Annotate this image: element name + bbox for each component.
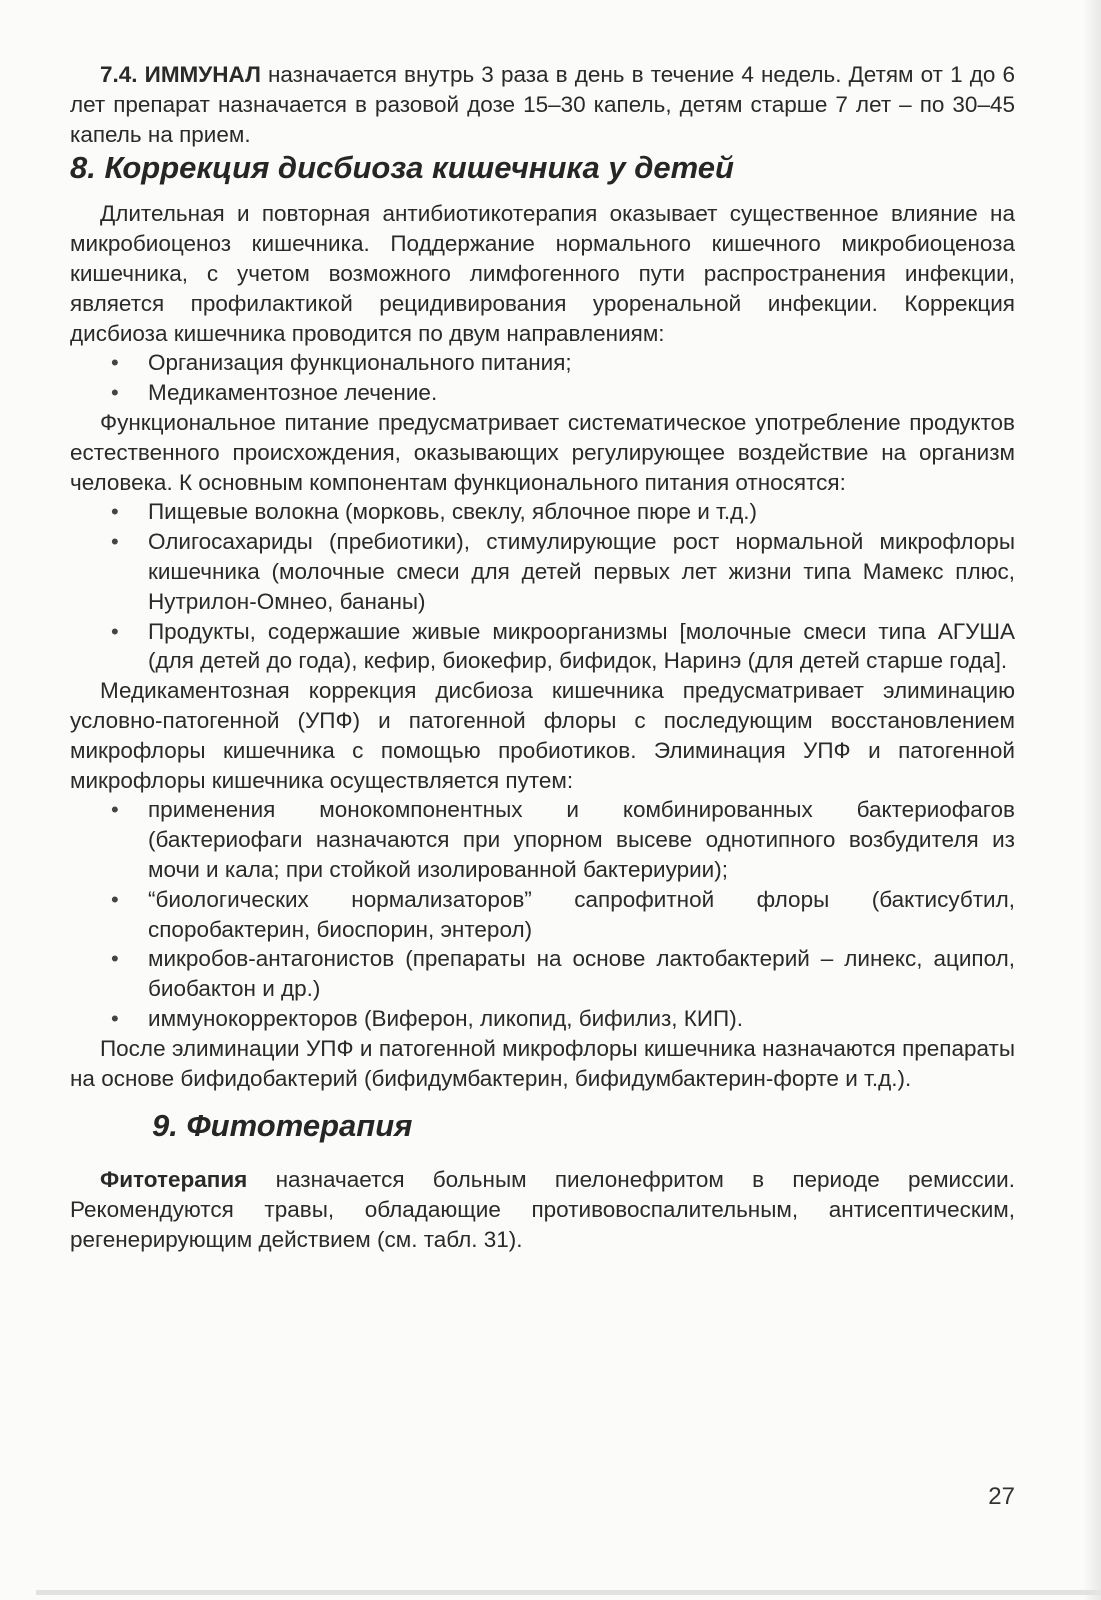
list-item: • применения монокомпонентных и комбинированных бактериофагов (бактериофаги назначаются при упорном высеве однотипного возбудителя из мочи и кала; при стойкой изолированной бактериурии); [148,795,1015,884]
list-item: • Медикаментозное лечение. [148,378,1015,408]
list-item: • “биологических нормализаторов” сапрофитной флоры (бактисубтил, споробактерин, биоспорин, энтерол) [148,885,1015,945]
functional-components-list [70,497,1015,676]
list-item: • микробов-антагонистов (препараты на основе лактобактерий – линекс, аципол, биобактон и др.) [148,944,1015,1004]
page-content [70,60,1015,1255]
section-8-intro: Длительная и повторная антибиотикотерапия оказывает существенное влияние на микробиоценоз кишечника. Поддержание нормального кишечного микробиоценоза кишечника, с учетом возможного лимфогенного пути распространения инфекции, является профилактикой рецидивирования уроренальной инфекции. Коррекция дисбиоза кишечника проводится по двум направлениям: [70,201,1015,346]
phytotherapy-text: назначается больным пиелонефритом в периоде ремиссии. Рекомендуются травы, обладающие противовоспалительным, антисептическим, регенерирующим действием (см. табл. 31). [70,1167,1015,1252]
paragraph-immunal [70,60,1015,149]
page-number: 27 [988,1483,1015,1510]
functional-nutrition-intro: Функциональное питание предусматривает систематическое употребление продуктов естественного происхождения, оказывающих регулирующее воздействие на организм человека. К основным компонентам функционального питания относятся: [70,409,1015,495]
section-9-heading: 9. Фитотерапия [152,1108,413,1144]
scan-right-edge [1083,0,1101,1600]
list-item: • Продукты, содержашие живые микроорганизмы [молочные смеси типа АГУША (для детей до года), кефир, биокефир, бифидок, Наринэ (для детей старше года]. [148,617,1015,677]
medical-correction-intro: Медикаментозная коррекция дисбиоза кишечника предусматривает элиминацию условно-патогенной (УПФ) и патогенной флоры с последующим восстановлением микрофлоры кишечника с помощью пробиотиков. Элиминация УПФ и патогенной микрофлоры кишечника осуществляется путем: [70,678,1015,793]
scan-bottom-edge [36,1590,1101,1595]
list-item: • Организация функционального питания; [148,348,1015,378]
immunal-text: назначается внутрь 3 раза в день в течение 4 недель. Детям от 1 до 6 лет препарат назначается в разовой дозе 15–30 капель, детям старше 7 лет – по 30–45 капель на прием. [70,62,1015,147]
elimination-methods-list [70,795,1015,1033]
list-item: • иммунокорректоров (Виферон, ликопид, бифилиз, КИП). [148,1004,1015,1034]
section-8-heading: 8. Коррекция дисбиоза кишечника у детей [70,150,734,186]
after-elimination-paragraph: После элиминации УПФ и патогенной микрофлоры кишечника назначаются препараты на основе бифидобактерий (бифидумбактерин, бифидумбактерин-форте и т.д.). [70,1035,1015,1091]
list-item: • Пищевые волокна (морковь, свеклу, яблочное пюре и т.д.) [148,497,1015,527]
list-item: • Олигосахариды (пребиотики), стимулирующие рост нормальной микрофлоры кишечника (молочные смеси для детей первых лет жизни типа Мамекс плюс, Нутрилон-Омнео, бананы) [148,527,1015,616]
phytotherapy-label: Фитотерапия [100,1167,248,1193]
phytotherapy-paragraph [70,1165,1015,1254]
immunal-label: 7.4. ИММУНАЛ [100,62,261,87]
directions-list [70,348,1015,408]
